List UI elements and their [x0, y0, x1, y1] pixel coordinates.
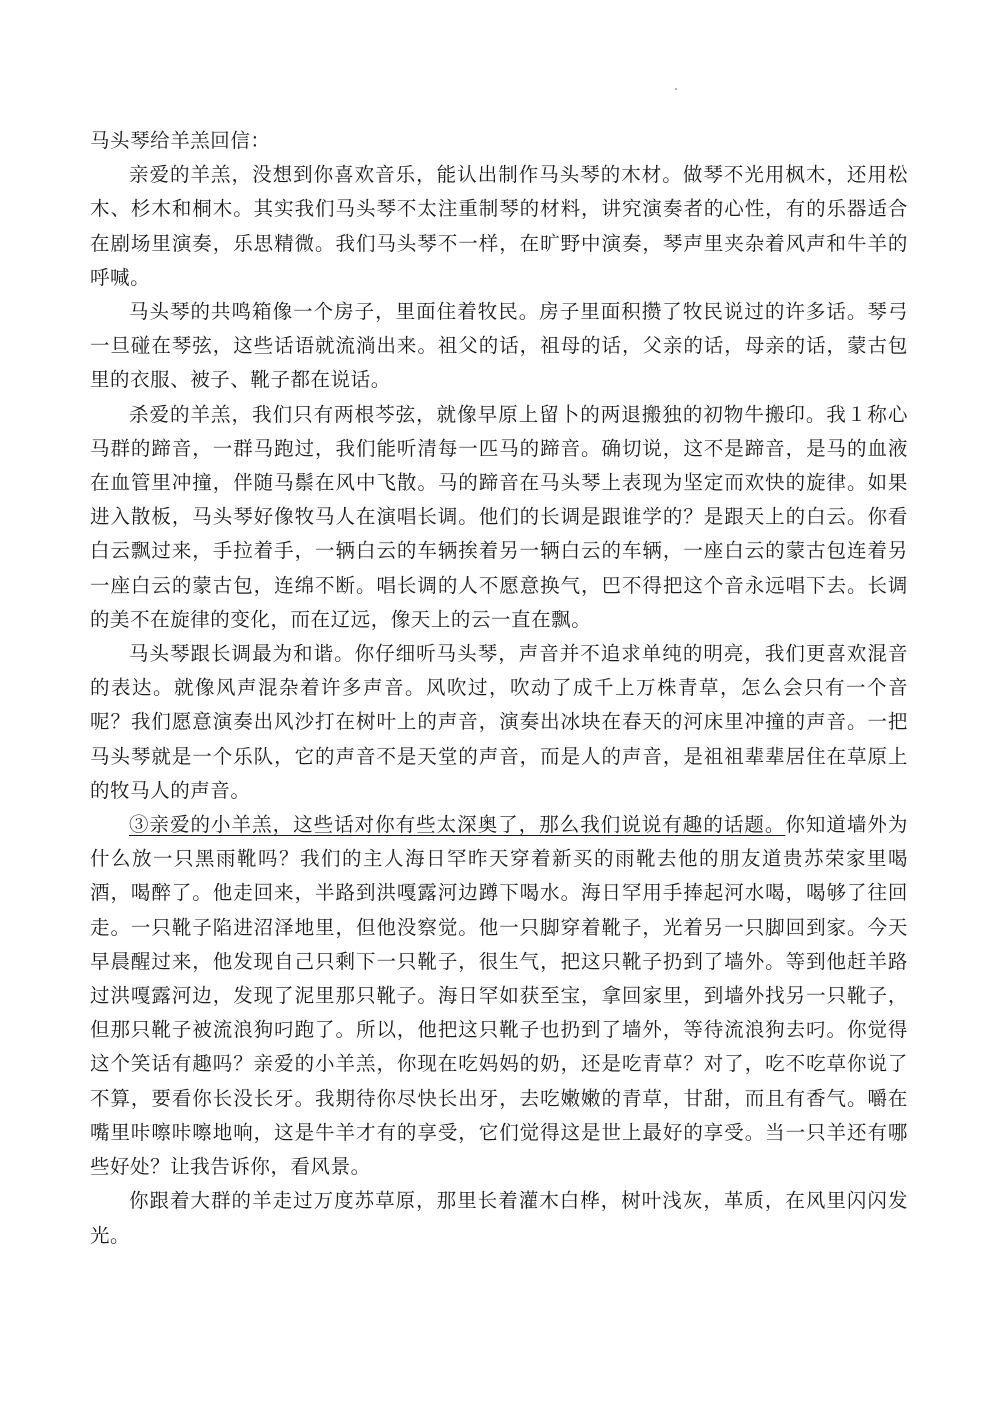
- underlined-sentence-3: ③亲爱的小羊羔，这些话对你有些太深奥了，那么我们说说有趣的话题。: [129, 813, 786, 837]
- paragraph-6: 你跟着大群的羊走过万度苏草原，那里长着灌木白桦，树叶浅灰，革质，在风里闪闪发光。: [90, 1189, 908, 1247]
- paragraph-2: 马头琴的共鸣箱像一个房子，里面住着牧民。房子里面积攒了牧民说过的许多话。琴弓一旦碰在琴弦，这些话语就流淌出来。祖父的话，祖母的话，父亲的话，母亲的话，蒙古包里的衣服、被子、靴子都在说话。: [90, 300, 908, 392]
- paragraph-1: 亲爱的羊羔，没想到你喜欢音乐，能认出制作马头琴的木材。做琴不光用枫木，还用松木、杉木和桐木。其实我们马头琴不太注重制琴的材料，讲究演奏者的心性，有的乐器适合在剧场里演奏，乐思精微。我们马头琴不一样，在旷野中演奏，琴声里夹杂着风声和牛羊的呼喊。: [90, 163, 908, 289]
- letter-heading: 马头琴给羊羔回信：: [90, 129, 271, 152]
- paragraph-5: [90, 808, 908, 1184]
- paragraph-5-rest: 你知道墙外为什么放一只黑雨靴吗？我们的主人海日罕昨天穿着新买的雨靴去他的朋友道贵苏荣家里喝酒，喝醉了。他走回来，半路到洪嘎露河边蹲下喝水。海日罕用手捧起河水喝，喝够了往回走。一只靴子陷进沼泽地里，但他没察觉。他一只脚穿着靴子，光着另一只脚回到家。今天早晨醒过来，他发现自己只剩下一只靴子，很生气，把这只靴子扔到了墙外。等到他赶羊路过洪嘎露河边，发现了泥里那只靴子。海日罕如获至宝，拿回家里，到墙外找另一只靴子，但那只靴子被流浪狗叼跑了。所以，他把这只靴子也扔到了墙外，等待流浪狗去叼。你觉得这个笑话有趣吗？亲爱的小羊羔，你现在吃妈妈的奶，还是吃青草？对了，吃不吃草你说了不算，要看你长没长牙。我期待你尽快长出牙，去吃嫩嫩的青草，甘甜，而且有香气。嚼在嘴里咔嚓咔嚓地响，这是牛羊才有的享受，它们觉得这是世上最好的享受。当一只羊还有哪些好处？让我告诉你，看风景。: [90, 813, 908, 1179]
- paragraph-4: 马头琴跟长调最为和谐。你仔细听马头琴，声音并不追求单纯的明亮，我们更喜欢混音的表达。就像风声混杂着许多声音。风吹过，吹动了成千上万株青草，怎么会只有一个音呢？我们愿意演奏出风沙打在树叶上的声音，演奏出冰块在春天的河床里冲撞的声音。一把马头琴就是一个乐队，它的声音不是天堂的声音，而是人的声音，是祖祖辈辈居住在草原上的牧马人的声音。: [90, 642, 908, 802]
- paragraph-3: 杀爱的羊羔，我们只有两根芩弦，就像早原上留卜的两退搬独的初物牛搬印。我１称心马群的蹄音，一群马跑过，我们能听清每一匹马的蹄音。确切说，这不是蹄音，是马的血液在血管里冲撞，伴随马鬃在风中飞散。马的蹄音在马头琴上表现为坚定而欢快的旋律。如果进入散板，马头琴好像牧马人在演唱长调。他们的长调是跟谁学的？是跟天上的白云。你看白云飘过来，手拉着手，一辆白云的车辆挨着另一辆白云的车辆，一座白云的蒙古包连着另一座白云的蒙古包，连绵不断。唱长调的人不愿意换气，巴不得把这个音永远唱下去。长调的美不在旋律的变化，而在辽远，像天上的云一直在飘。: [90, 402, 908, 631]
- letter-body: [90, 124, 908, 1253]
- scan-speck: [675, 88, 677, 90]
